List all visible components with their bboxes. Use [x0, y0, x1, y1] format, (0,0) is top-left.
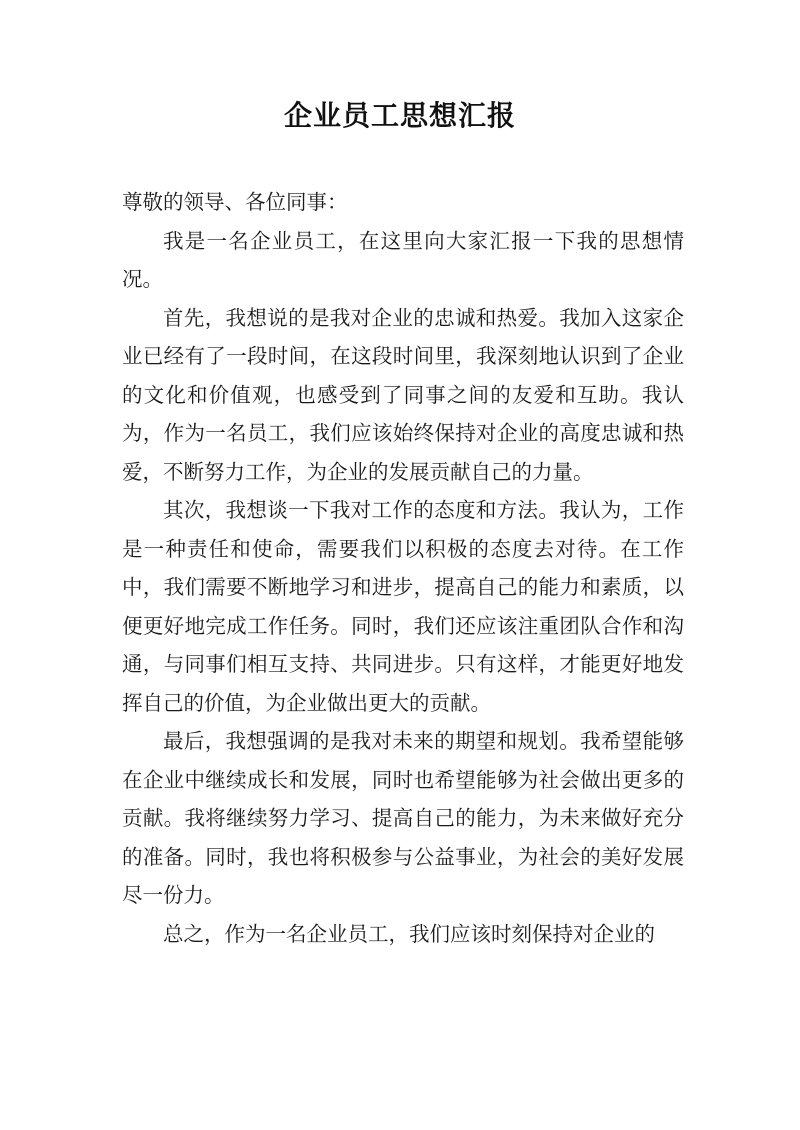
- paragraph-work-attitude: 其次，我想谈一下我对工作的态度和方法。我认为，工作是一种责任和使命，需要我们以积极的态度去对待。在工作中，我们需要不断地学习和进步，提高自己的能力和素质，以便更好地完成工作任务。同时，我们还应该注重团队合作和沟通，与同事们相互支持、共同进步。只有这样，才能更好地发挥自己的价值，为企业做出更大的贡献。: [122, 498, 684, 715]
- document-title: 企业员工思想汇报: [283, 99, 516, 132]
- paragraph-future-plans: 最后，我想强调的是我对未来的期望和规划。我希望能够在企业中继续成长和发展，同时也希望能够为社会做出更多的贡献。我将继续努力学习、提高自己的能力，为未来做好充分的准备。同时，我也将积极参与公益事业，为社会的美好发展尽一份力。: [122, 729, 684, 907]
- paragraph-conclusion: 总之，作为一名企业员工，我们应该时刻保持对企业的: [163, 921, 655, 946]
- salutation: 尊敬的领导、各位同事：: [122, 190, 348, 214]
- paragraph-intro: 我是一名企业员工，在这里向大家汇报一下我的思想情况。: [122, 228, 684, 291]
- document-body: [122, 183, 684, 953]
- paragraph-loyalty: 首先，我想说的是我对企业的忠诚和热爱。我加入这家企业已经有了一段时间，在这段时间里，我深刻地认识到了企业的文化和价值观，也感受到了同事之间的友爱和互助。我认为，作为一名员工，我们应该始终保持对企业的高度忠诚和热爱，不断努力工作，为企业的发展贡献自己的力量。: [122, 305, 684, 484]
